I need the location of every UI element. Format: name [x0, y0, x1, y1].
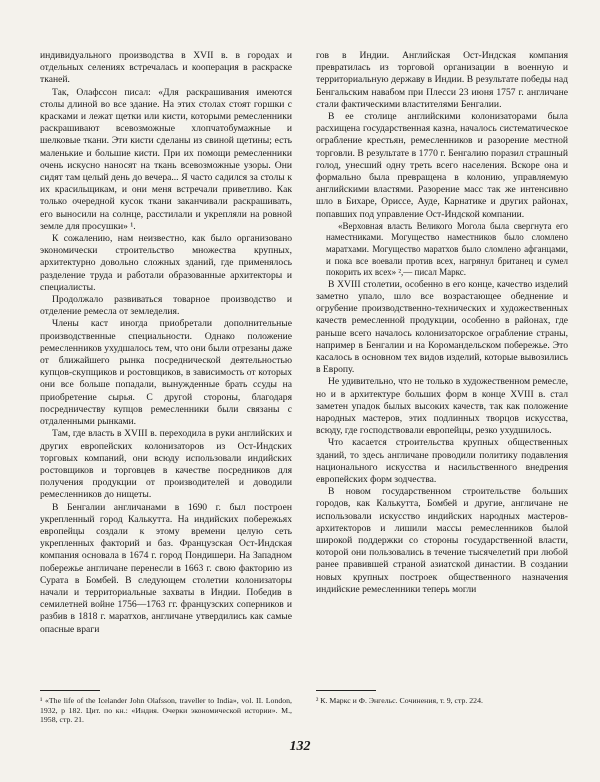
page-number: 132: [289, 739, 311, 754]
paragraph: Продолжало развиваться товарное производство и отделение ремесла от земледелия.: [40, 294, 292, 318]
paragraph: Члены каст иногда приобретали дополнительные производственные специальности. Однако положение ремесленников ухудшалось тем, что они были отрезаны даже от ближайшего рынка посреднической деятельностью купцов-скупщиков и ростовщиков, в зависимость от которых они все больше попадали, вынужденные брать ссуды на приобретение сырья. С другой стороны, благодаря посредничеству купцов ремесленники были связаны с отдаленными рынками.: [40, 318, 292, 428]
paragraph: В ее столице английскими колонизаторами была расхищена государственная казна, началось систематическое ограбление крестьян, ремесленников и разорение местной торговли. В результате в 1770 г. Бенгалию поразил страшный голод, унесший одну треть всего населения. Вскоре она и формально была превращена в колонию, управляемую английскими властями. Разорение масс так же интенсивно шло в Бихаре, Ориссе, Ауде, Карнатике и других районах, попавших под управление Ост-Индской компании.: [316, 111, 568, 220]
paragraph: индивидуального производства в XVII в. в городах и отдельных селениях встречалась и кооперация в раскраске тканей.: [40, 50, 292, 86]
paragraph: Так, Олафссон писал: «Для раскрашивания имеются столы длиной во все здание. На этих столах стоят горшки с красками и лежат щетки или кисти, которыми ремесленники раскрашивают всевозможные хлопчатобумажные и шелковые ткани. Эти кисти сделаны из свиной щетины; есть маленькие и большие кисти. При их помощи ремесленники очень искусно наносят на ткань всевозможные узоры. Они сидят там целый день до вечера... Я часто садился за столы к их красильщикам, и они меня встречали приветливо. Как только очередной кусок ткани заканчивали раскрашивать, его выносили на солнце, расстилали и укрепляли на ровной земле для просушки» ¹.: [40, 86, 292, 232]
paragraph: Не удивительно, что не только в художественном ремесле, но и в архитектуре больших форм в конце XVIII в. стал заметен упадок былых высоких качеств, так как положение народных мастеров, этих подлинных творцов искусства, всюду, где господствовали европейцы, резко ухудшилось.: [316, 376, 568, 437]
right-text-column: [316, 50, 568, 596]
left-text-column: [40, 50, 292, 636]
footnote-rule-left: [40, 690, 100, 691]
paragraph: Что касается строительства крупных общественных зданий, то здесь англичане проводили политику подавления национального искусства и насильственного внедрения европейских форм зодчества.: [316, 437, 568, 486]
paragraph: В Бенгалии англичанами в 1690 г. был построен укрепленный город Калькутта. На индийских побережьях европейцы создали к этому времени целую сеть укрепленных факторий и баз. Французская Ост-Индская компания основала в 1674 г. город Пондишери. На Западном побережье англичане перенесли в 1663 г. свою факторию из Сурата в Бомбей. В следующем столетии колонизаторы начали и территориальные захваты в Индии. Победив в семилетней войне 1756—1763 гг. французских соперников и разбив в 1818 г. маратхов, англичане утвердились как самые опасные враги: [40, 501, 292, 635]
footnote-rule-right: [316, 690, 376, 691]
paragraph: К сожалению, нам неизвестно, как было организовано экономически строительство множества крупных, архитектурно довольно сложных зданий, где применялось разделение труда и работали образованные архитекторы и специалисты.: [40, 233, 292, 293]
paragraph: В XVIII столетии, особенно в его конце, качество изделий заметно упало, шло все возрастающее обеднение и огрубение производственно-технических и художественных качеств ремесленной продукции, особенно в районах, где раньше всего началось колонизаторское ограбление страны, например в Бенгалии и на Коромандельском побережье. Это касалось в основном тех видов изделий, которые вывозились в Европу.: [316, 278, 568, 376]
paragraph: Там, где власть в XVIII в. переходила в руки английских и других европейских колонизаторов из Ост-Индских торговых компаний, они всюду использовали индийских ростовщиков и торговцев в качестве посредников для получения продукции от производителей и доводили ремесленников до нищеты.: [40, 428, 292, 501]
footnote-left: ¹ «The life of the Icelander John Olafsson, traveller to India», vol. II. London, 1932, p 182. Цит. по кн.: «Индия. Очерки экономической истории». М., 1958, стр. 21.: [40, 696, 292, 725]
paragraph: В новом государственном строительстве больших городов, как Калькутта, Бомбей и другие, англичане не использовали искусство индийских народных мастеров-архитекторов и лишили массы ремесленников былой широкой поддержки со стороны государственной власти, которой они пользовались в течение тысячелетий при любой ранее правившей страной азиатской династии. В создании новых крупных построек общественного назначения индийские ремесленники теперь могли: [316, 486, 568, 595]
quotation-paragraph: «Верховная власть Великого Могола была свергнута его наместниками. Могущество наместников было сломлено маратхами. Могущество маратхов было сломлено афганцами, и пока все воевали против всех, нагрянул британец и сумел покорить их всех» ²,— писал Маркс.: [326, 220, 568, 278]
paragraph: гов в Индии. Английская Ост-Индская компания превратилась из торговой организации в военную и территориальную державу в Индии. В результате победы над Бенгальским навабом при Плесси 23 июня 1757 г. англичане стали фактическими властителями Бенгалии.: [316, 50, 568, 110]
footnote-right: ² К. Маркс и Ф. Энгельс. Сочинения, т. 9, стр. 224.: [316, 696, 483, 705]
